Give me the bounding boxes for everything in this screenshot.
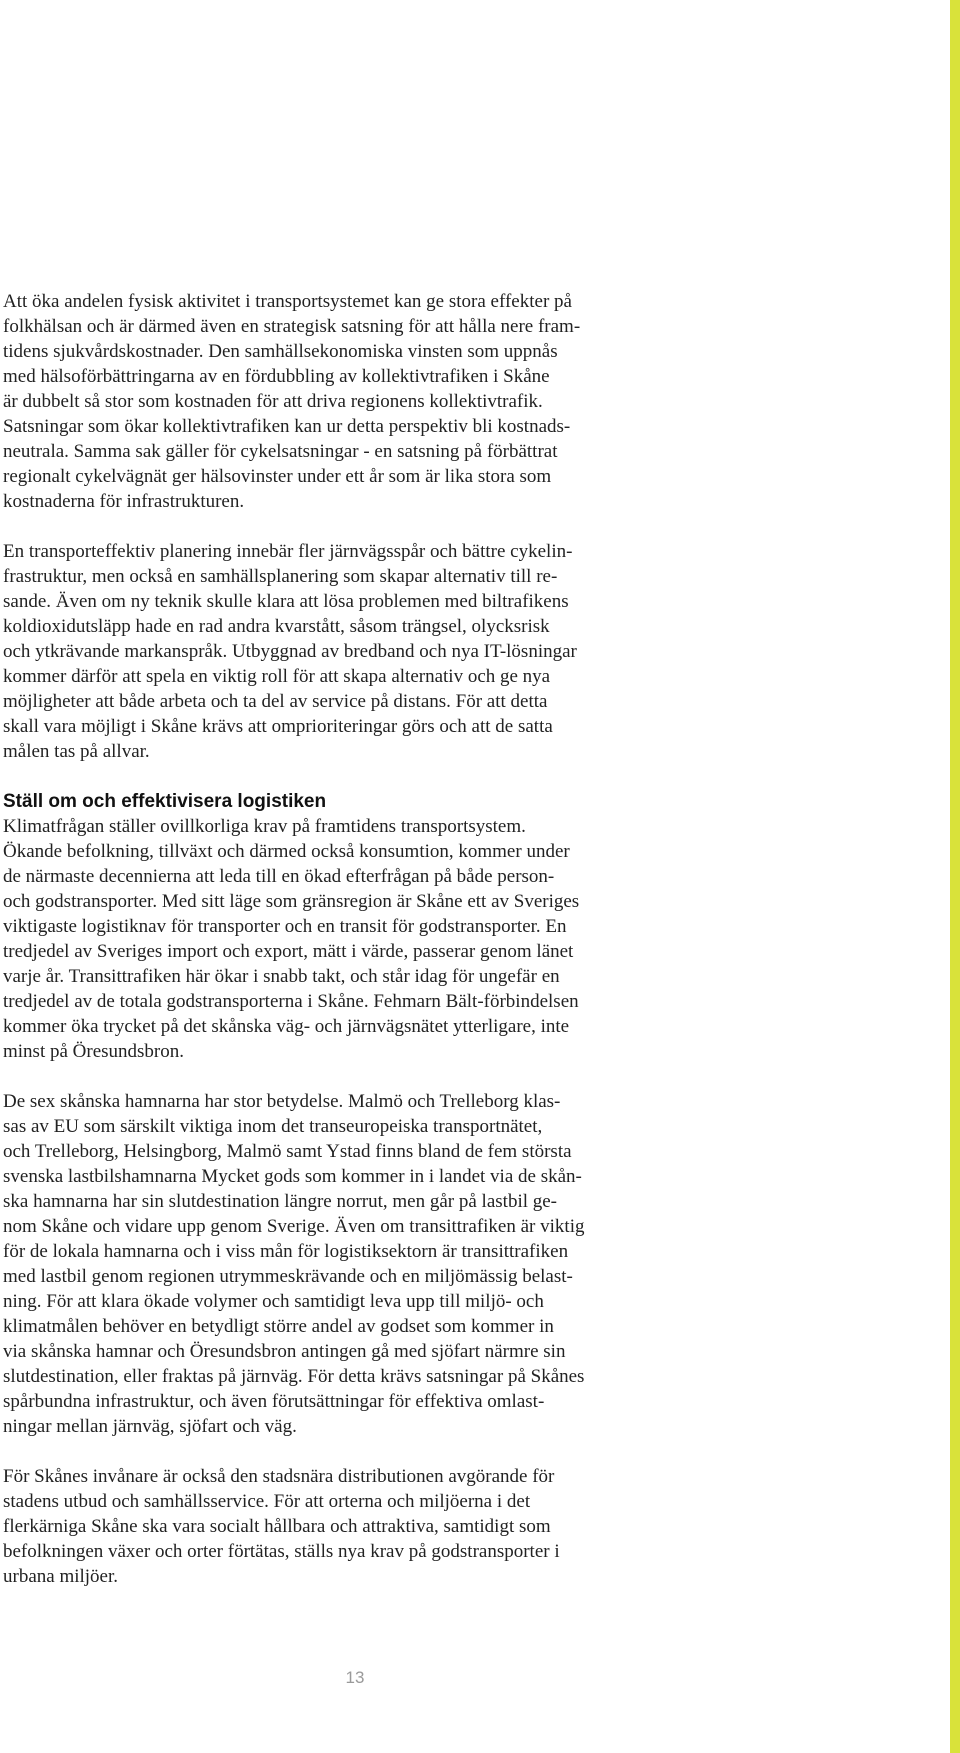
paragraph-distribution: För Skånes invånare är också den stadsnära distributionen avgörande för stadens utbud och samhällsservice. För att orterna och miljöerna i det flerkärniga Skåne ska vara socialt hållbara och attraktiva, samtidigt som befolkningen växer och orter förtätas, ställs nya krav på godstransporter i urbana miljöer. <box>3 1466 560 1587</box>
paragraph-planning: En transporteffektiv planering innebär fler järnvägsspår och bättre cykelin- frastruktur, men också en samhällsplanering som skapar alternativ till re- sande. Även om ny teknik skulle klara att lösa problemen med biltrafikens koldioxidutsläpp hade en rad andra kvarstått, såsom trängsel, olycksrisk och ytkrävande markanspråk. Utbyggnad av bredband och nya IT-lösningar kommer därför att spela en viktig roll för att skapa alternativ och ge nya möjligheter att både arbeta och ta del av service på distans. För att detta skall vara möjligt i Skåne krävs att omprioriteringar görs och att de satta målen tas på allvar. <box>3 541 577 762</box>
paragraph-climate: Klimatfrågan ställer ovillkorliga krav på framtidens transportsystem. Ökande befolkning, tillväxt och därmed också konsumtion, kommer under de närmaste decennierna att leda till en ökad efterfrågan på både person- och godstransporter. Med sitt läge som gränsregion är Skåne ett av Sveriges viktigaste logistiknav för transporter och en transit för godstransporter. En tredjedel av Sveriges import och export, mätt i värde, passerar genom länet varje år. Transittrafiken här ökar i snabb takt, och står idag för ungefär en tredjedel av de totala godstransporterna i Skåne. Fehmarn Bält-förbindelsen kommer öka trycket på det skånska väg- och järnvägsnätet ytterligare, inte minst på Öresundsbron. <box>3 816 580 1062</box>
paragraph-harbours: De sex skånska hamnarna har stor betydelse. Malmö och Trelleborg klas- sas av EU som särskilt viktiga inom det transeuropeiska transportnätet, och Trelleborg, Helsingborg, Malmö samt Ystad finns bland de fem största svenska lastbilshamnarna Mycket gods som kommer in i landet via de skån- ska hamnarna har sin slutdestination längre norrut, men går på lastbil ge- nom Skåne och vidare upp genom Sverige. Även om transittrafiken är viktig för de lokala hamnarna och i viss mån för logistiksektorn är transittrafiken med lastbil genom regionen utrymmeskrävande och en miljömässig belast- ning. För att klara ökade volymer och samtidigt leva upp till miljö- och klimatmålen behöver en betydligt större andel av godset som kommer in via skånska hamnar och Öresundsbron antingen gå med sjöfart närmre sin slutdestination, eller fraktas på järnväg. För detta krävs satsningar på Skånes spårbundna infrastruktur, och även förutsättningar för effektiva omlast- ningar mellan järnväg, sjöfart och väg. <box>3 1091 585 1437</box>
accent-bar <box>950 0 960 1753</box>
section-heading: Ställ om och effektivisera logistiken <box>3 791 327 812</box>
paragraph-health: Att öka andelen fysisk aktivitet i transportsystemet kan ge stora effekter på folkhälsan och är därmed även en strategisk satsning för att hålla nere fram- tidens sjukvårdskostnader. Den samhällsekonomiska vinsten som uppnås med hälsoförbättringarna av en fördubbling av kollektivtrafiken i Skåne är dubbelt så stor som kostnaden för att driva regionens kollektivtrafik. Satsningar som ökar kollektivtrafiken kan ur detta perspektiv bli kostnads- neutrala. Samma sak gäller för cykelsatsningar - en satsning på förbättrat regionalt cykelvägnät ger hälsovinster under ett år som är lika stora som kostnaderna för infrastrukturen. <box>3 291 581 512</box>
document-body <box>3 289 725 1614</box>
page-number: 13 <box>345 1668 365 1687</box>
